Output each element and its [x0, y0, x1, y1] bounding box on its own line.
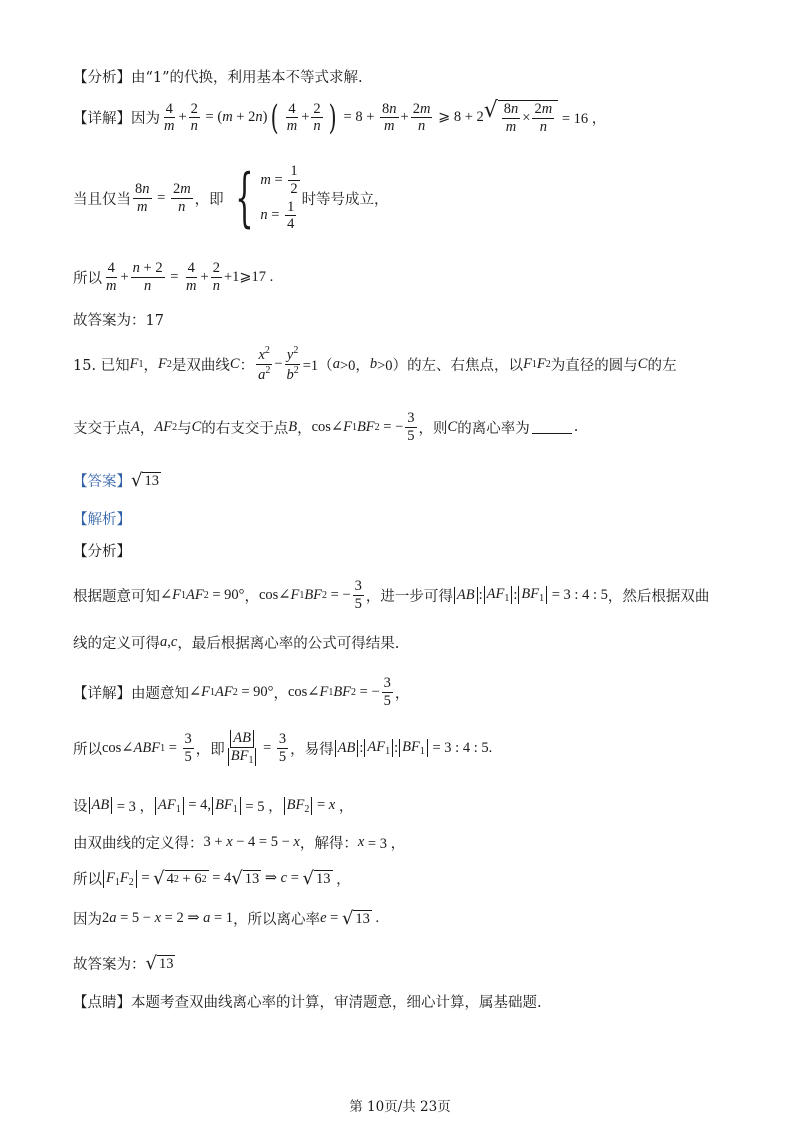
detail-15-line-2: 所以 cos∠ ABF 1 = $\frac{3}{5}$ ，即 $\frac{AB}{BF_1}$ = $\frac{3}{5}$ ，易得 AB : $AF_1$ : $BF_1$ = 3 : 4 : 5.	[73, 730, 493, 766]
detail-line-1: 【详解】 因为 $\frac{4}{m}$ + $\frac{2}{n}$ = ( m + 2 n ) ( $\frac{4}{m}$ + $\frac{2}{n}$ ) = 8 + $\frac{8n}{m}$ + $\frac{2m}{n}$ ⩾ 8 + 2 √ $\frac{8n}{m}$ × $\frac{2m}{n}$ = 16 ，	[73, 97, 607, 138]
analysis-text-d: 线的定义可得	[73, 636, 160, 652]
question-15-line-2: 支交于点 A ， AF 2 与 C 的右支交于点 B ， cos∠ F 1 BF 2 = − $\frac{3}{5}$ ，则 C 的离心率为 .	[73, 410, 579, 444]
detail-15-line-6: 因为 2 a = 5 − x = 2 ⇒ a = 1 ，所以离心率 e = √ 13 .	[73, 907, 380, 929]
detail-line-2: 当且仅当 $\frac{8n}{m}$ = $\frac{2m}{n}$ ，即 { m = $\frac{1}{2}$ n = $\frac{1}{4}$ 时等号成立，	[73, 161, 389, 235]
d5-lead: 所以	[73, 872, 102, 888]
detail-15-line-7: 故答案为： √ 13	[73, 952, 174, 974]
answer-line-15: 【答案】 √ 13	[73, 469, 159, 491]
fenxi-line	[73, 540, 131, 561]
d4-lead: 由双曲线的定义得：	[73, 836, 204, 852]
analysis-tag: 【分析】	[73, 70, 131, 86]
frac-4-m: $\frac{4}{m}$	[164, 100, 175, 135]
q15-text-a: 15. 已知	[73, 357, 130, 374]
equality-lead: 当且仅当	[73, 191, 131, 208]
d6-mid: ，所以离心率	[233, 912, 321, 928]
detail-tag: 【详解】	[73, 111, 131, 128]
d6-lead: 因为	[73, 912, 102, 928]
analysis-text-a: 根据题意可知	[73, 588, 160, 605]
fenxi-tag: 【分析】	[73, 544, 131, 560]
question-15-line-1: 15. 已知 F 1 ， F 2 是双曲线 C ： $\frac{x^2}{a^2}$ − $\frac{y^2}{b^2}$ =1（ a >0， b >0） 的左、右焦点，以 F 1 F 2 为直径的圆与 C 的左	[73, 345, 677, 383]
equation-system: { m = $\frac{1}{2}$ n = $\frac{1}{4}$	[234, 161, 298, 235]
analysis-text-b: ，进一步可得	[365, 588, 453, 605]
equality-mid: ，即	[194, 191, 224, 208]
q15-text-i: ，则	[418, 420, 448, 437]
answer-14-text: 故答案为：17	[73, 313, 164, 329]
d4-mid: ，解得：	[299, 836, 358, 852]
comment-tag: 【点睛】	[73, 995, 131, 1011]
answer-blank	[532, 421, 572, 434]
comment-text: 本题考查双曲线离心率的计算，审清题意，细心计算，属基础题.	[131, 995, 542, 1011]
sqrt-expression: √ $\frac{8n}{m}$ × $\frac{2m}{n}$	[484, 100, 558, 135]
d3-lead: 设	[73, 799, 88, 815]
d2-mid: ，即	[195, 741, 225, 758]
page-footer: 第 10页/共 23页	[349, 1099, 451, 1115]
q15-text-d: 为直径的圆与	[550, 357, 638, 374]
detail-15-tag: 【详解】	[73, 685, 131, 702]
detail-15-line-3: 设 AB = 3 ， $AF_1$ = 4, $BF_1$ = 5 ， $BF_2$ = x ，	[73, 796, 354, 815]
d2-lead: 所以	[73, 741, 102, 758]
answer-line-14	[73, 309, 164, 330]
analysis-text: 由“1”的代换，利用基本不等式求解.	[131, 70, 363, 86]
detail-15-line-1: 【详解】 由题意知 ∠ F 1 AF 2 = 90° ， cos∠ F 1 BF 2 = − $\frac{3}{5}$ ，	[73, 675, 410, 709]
detail-15-lead: 由题意知	[131, 685, 189, 702]
q15-text-h: 的右支交于点	[201, 420, 289, 437]
q15-text-f: 支交于点	[73, 420, 131, 437]
equality-tail: 时等号成立，	[301, 191, 389, 208]
d7-lead: 故答案为：	[73, 957, 146, 973]
analysis-15-line-2: 线的定义可得 a , c ，最后根据离心率的公式可得结果.	[73, 634, 400, 652]
answer-value: 13	[144, 472, 159, 489]
analysis-text-c: ，然后根据双曲	[607, 588, 710, 605]
d2-mid2: ，易得	[290, 741, 334, 758]
jiexi-line	[73, 508, 131, 529]
so-lead: 所以	[73, 270, 102, 287]
analysis-line-1	[73, 66, 363, 87]
detail-line-3: 所以 $\frac{4}{m}$ + $\frac{n + 2}{n}$ = $\frac{4}{m}$ + $\frac{2}{n}$ +1⩾17 .	[73, 260, 274, 294]
q15-text-j: 的离心率为	[457, 420, 530, 437]
detail-15-line-5: 所以 $F_1F_2$ = √ 4 2 + 6 2 = 4 √ 13 ⇒ c = √ 13 ，	[73, 867, 351, 889]
q15-text-c: 的左、右焦点，以	[407, 357, 524, 374]
jiexi-tag: 【解析】	[73, 512, 131, 528]
comment-line	[73, 991, 542, 1012]
q15-text-e: 的左	[647, 357, 677, 374]
analysis-text-e: ，最后根据离心率的公式可得结果.	[177, 636, 400, 652]
detail-lead: 因为	[131, 111, 160, 128]
q15-text-b: 是双曲线	[171, 357, 230, 374]
q15-text-g: 与	[177, 420, 192, 437]
analysis-15-line-1: 根据题意可知 ∠ F 1 AF 2 = 90° ， cos∠ F 1 BF 2 = − $\frac{3}{5}$ ，进一步可得 AB : $AF_1$ : $BF_1$ = 3 : 4 : 5 ，然后根据双曲	[73, 578, 710, 612]
answer-tag: 【答案】	[73, 474, 131, 490]
frac-2-n: $\frac{2}{n}$	[190, 100, 198, 135]
detail-15-line-4: 由双曲线的定义得： 3 + x − 4 = 5 − x ，解得： x = 3 ，	[73, 834, 406, 852]
